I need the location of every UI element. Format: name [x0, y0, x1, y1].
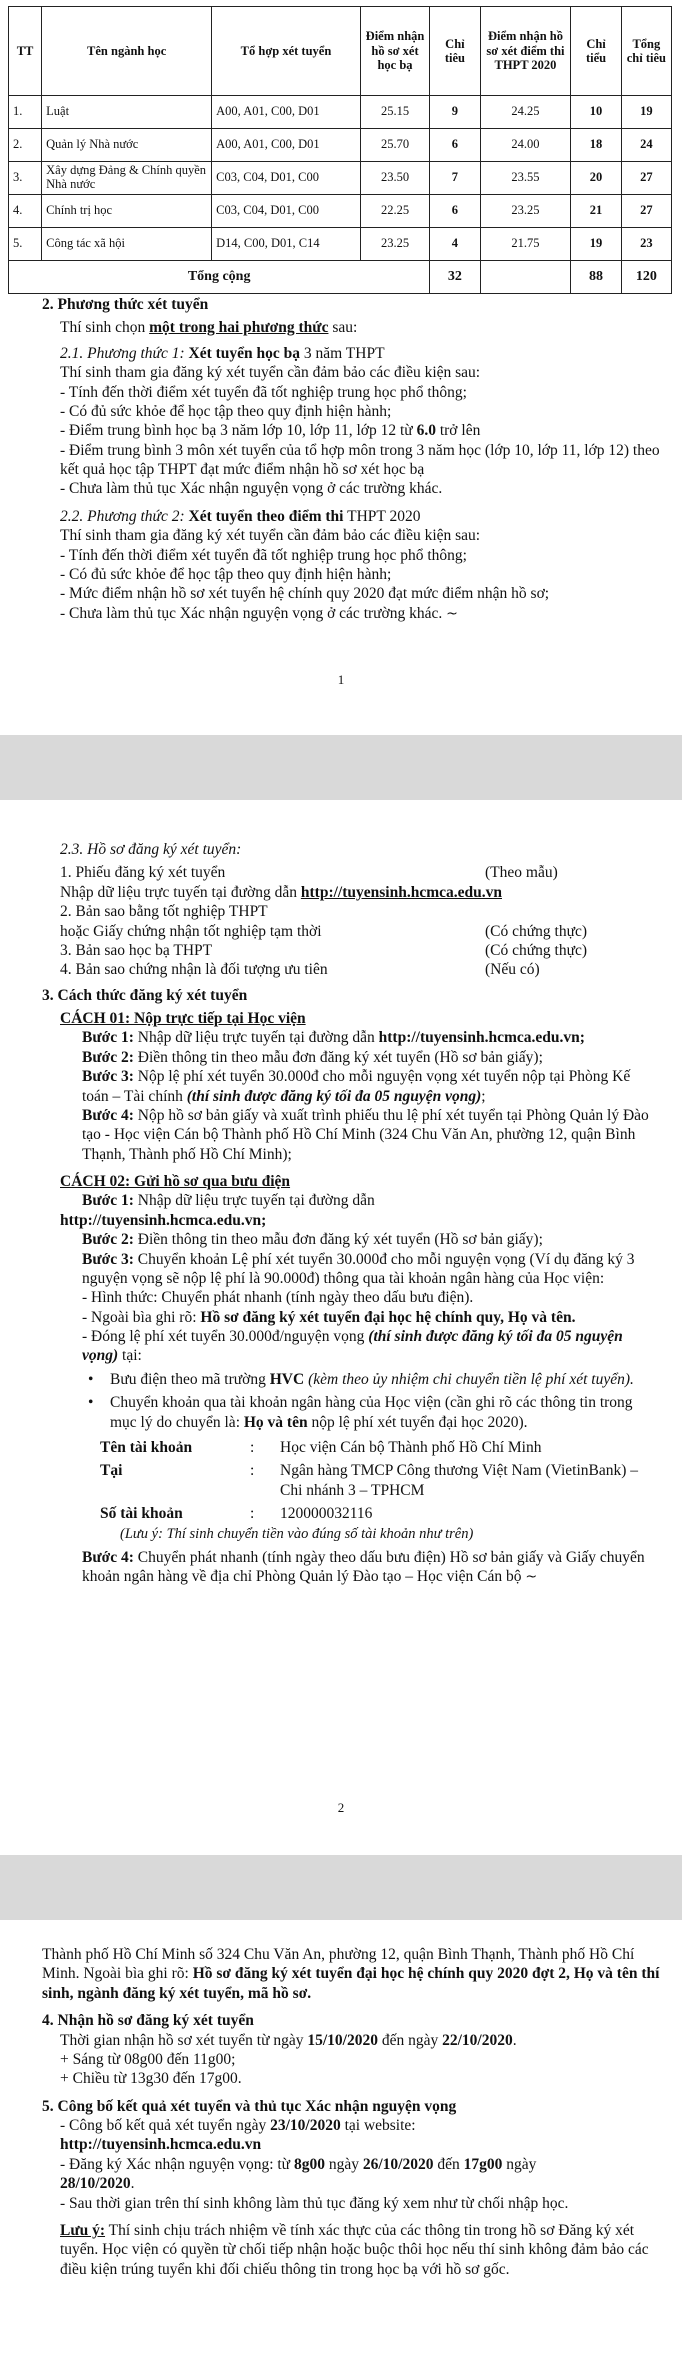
- table-cell: 24.00: [480, 129, 571, 162]
- table-cell: 19: [621, 96, 671, 129]
- text: tại:: [118, 1347, 142, 1365]
- text: Thời gian nhận hồ sơ xét tuyển từ ngày: [60, 2031, 308, 2049]
- table-header: Chỉ tiêu: [430, 7, 480, 96]
- table-cell: 24: [621, 129, 671, 162]
- table-row: [9, 228, 672, 261]
- bullet-icon: •: [88, 1394, 94, 1412]
- link[interactable]: http://tuyensinh.hcmca.edu.vn;: [60, 1211, 267, 1229]
- text: 3 năm THPT: [300, 344, 385, 362]
- page-2: [0, 800, 682, 1855]
- text: Họ và tên: [243, 1413, 308, 1431]
- table-cell: 6: [430, 129, 480, 162]
- text: - Chưa làm thủ tục Xác nhận nguyện vọng ở các trường khác.: [60, 604, 443, 622]
- text: .: [512, 2031, 517, 2049]
- text: Bước 1:: [82, 1029, 138, 1047]
- text: Nộp hồ sơ bản giấy và xuất trình phiếu thu lệ phí xét tuyển tại Phòng Quản lý Đào tạo - Học viện Cán bộ Thành phố Hồ Chí Minh (324 Chu Văn An, phường 12, quận Bình Thạnh, Thành phố Hồ Chí Minh);: [82, 1106, 649, 1163]
- text: (Theo mẫu): [485, 864, 558, 882]
- text: (Có chứng thực): [485, 922, 588, 940]
- text: Bước 3:: [82, 1068, 138, 1086]
- table-header: Chỉ tiểu: [571, 7, 621, 96]
- text: + Chiều từ 13g30 đến 17g00.: [60, 2070, 242, 2088]
- account-note: (Lưu ý: Thí sinh chuyển tiền vào đúng số tài khoản như trên): [120, 1526, 474, 1543]
- text: - Điểm trung bình học bạ 3 năm lớp 10, lớp 11, lớp 12 từ: [60, 422, 417, 440]
- table-header: Tổng chỉ tiêu: [621, 7, 671, 96]
- text: (thí sinh được đăng ký tối đa 05 nguyện vọng): [186, 1087, 482, 1105]
- text: Bước 3:: [82, 1250, 138, 1268]
- text: 15/10/2020: [307, 2031, 378, 2049]
- text: (Nếu có): [485, 961, 540, 979]
- text: 28/10/2020: [60, 2175, 131, 2193]
- section-heading: 2. Phương thức xét tuyển: [42, 296, 209, 313]
- table-total-row: [9, 261, 672, 294]
- account-number-row: [100, 1504, 660, 1523]
- table-cell: 23.50: [360, 162, 430, 195]
- text: 22/10/2020: [442, 2031, 513, 2049]
- text: Bước 1:: [82, 1192, 138, 1210]
- table-cell: 4.: [9, 195, 42, 228]
- table-cell: C03, C04, D01, C00: [212, 195, 361, 228]
- table-cell: A00, A01, C00, D01: [212, 129, 361, 162]
- text: 6.0: [416, 422, 436, 440]
- table-row: [9, 129, 672, 162]
- text: đến: [433, 2155, 464, 2173]
- text: :: [250, 1462, 255, 1480]
- table-cell: 21: [571, 195, 621, 228]
- link[interactable]: http://tuyensinh.hcmca.edu.vn;: [378, 1029, 585, 1047]
- text: hoặc Giấy chứng nhận tốt nghiệp tạm thời: [60, 922, 322, 940]
- value: Học viện Cán bộ Thành phố Hồ Chí Minh: [280, 1438, 542, 1456]
- section-admission-methods: [42, 295, 660, 623]
- table-cell: 23: [621, 228, 671, 261]
- table-cell: 23.55: [480, 162, 571, 195]
- text: Lưu ý:: [60, 2221, 106, 2239]
- text: .: [130, 2175, 135, 2193]
- table-cell: 23.25: [360, 228, 430, 261]
- text: Bước 2:: [82, 1048, 138, 1066]
- text: THPT 2020: [343, 507, 421, 525]
- text: 2. Bản sao bằng tốt nghiệp THPT: [60, 903, 268, 921]
- text: - Ngoài bìa ghi rõ:: [82, 1308, 201, 1326]
- table-cell: 19: [571, 228, 621, 261]
- page-3: [0, 1920, 682, 2357]
- link[interactable]: http://tuyensinh.hcmca.edu.vn: [60, 2136, 262, 2154]
- text: một trong hai phương thức: [149, 319, 329, 337]
- text: sau:: [328, 319, 358, 337]
- link[interactable]: http://tuyensinh.hcmca.edu.vn: [300, 883, 502, 901]
- label: Tại: [100, 1462, 123, 1480]
- table-cell: 25.15: [360, 96, 430, 129]
- text: trở lên: [435, 422, 481, 440]
- text: Bước 2:: [82, 1231, 138, 1249]
- text: - Điểm trung bình 3 môn xét tuyển của tổ hợp môn trong 3 năm học (lớp 10, lớp 11, lớp 12) theo kết quả học tập THPT đạt mức điểm nhận hồ sơ xét học bạ: [60, 441, 660, 478]
- text: Thí sinh tham gia đăng ký xét tuyển cần đảm bảo các điều kiện sau:: [60, 364, 481, 382]
- table-cell: Công tác xã hội: [42, 228, 212, 261]
- signature-icon: ~: [446, 605, 458, 622]
- text: :: [250, 1438, 255, 1456]
- table-cell: 9: [430, 96, 480, 129]
- section-heading: 3. Cách thức đăng ký xét tuyển: [42, 986, 248, 1004]
- table-header: Tên ngành học: [42, 7, 212, 96]
- table-header: Điểm nhận hồ sơ xét điểm thi THPT 2020: [480, 7, 571, 96]
- total-all: 120: [621, 261, 671, 294]
- text: Hồ sơ đăng ký xét tuyển đại học hệ chính quy 2020 đợt 2, Họ và tên thí sinh, ngành đăng ký xét tuyển, mã hồ sơ.: [42, 1965, 660, 2002]
- list-item: [60, 1393, 660, 1432]
- text: Xét tuyển theo điểm thi: [188, 507, 344, 525]
- table-cell: 21.75: [480, 228, 571, 261]
- text: Nộp lệ phí xét tuyển 30.000đ cho mỗi nguyện vọng xét tuyển nộp tại Phòng Kế toán – Tài chính: [82, 1068, 631, 1105]
- table-cell: 7: [430, 162, 480, 195]
- table-cell: 23.25: [480, 195, 571, 228]
- text: 8g00: [293, 2155, 325, 2173]
- table-row: [9, 96, 672, 129]
- section-deadlines: [42, 1945, 660, 2279]
- table-cell: 22.25: [360, 195, 430, 228]
- admission-quota-table: [8, 6, 672, 294]
- text: - Sau thời gian trên thí sinh không làm thủ tục đăng ký xem như từ chối nhập học.: [60, 2194, 569, 2212]
- text: - Có đủ sức khỏe để học tập theo quy định hiện hành;: [60, 565, 392, 583]
- table-cell: 6: [430, 195, 480, 228]
- text: 1. Phiếu đăng ký xét tuyển: [60, 864, 226, 882]
- text: - Chưa làm thủ tục Xác nhận nguyện vọng ở các trường khác.: [60, 480, 443, 498]
- text: - Công bố kết quả xét tuyển ngày: [60, 2117, 271, 2134]
- text: Bưu điện theo mã trường: [110, 1370, 270, 1388]
- text: nộp lệ phí xét tuyển đại học 2020).: [307, 1413, 528, 1431]
- text: - Tính đến thời điểm xét tuyển đã tốt nghiệp trung học phổ thông;: [60, 383, 467, 401]
- table-cell: 24.25: [480, 96, 571, 129]
- signature-icon: ~: [525, 1568, 538, 1585]
- text: ngày: [502, 2155, 537, 2173]
- text: (thí sinh được đăng ký tối đa 05 nguyện vọng): [82, 1328, 623, 1365]
- text: - Đăng ký Xác nhận nguyện vọng: từ: [60, 2155, 294, 2173]
- text: Nhập dữ liệu trực tuyến tại đường dẫn: [60, 883, 301, 901]
- text: 4. Bản sao chứng nhận là đối tượng ưu tiên: [60, 961, 328, 979]
- table-cell: 27: [621, 162, 671, 195]
- text: Chuyển khoản Lệ phí xét tuyển 30.000đ cho mỗi nguyện vọng (Ví dụ đăng ký 3 nguyện vọng sẽ nộp lệ phí là 90.000đ) thông qua tài khoản ngân hàng của Học viện:: [82, 1250, 635, 1287]
- table-cell: 4: [430, 228, 480, 261]
- table-cell: 18: [571, 129, 621, 162]
- total-thpt: 88: [571, 261, 621, 294]
- text: 3. Bản sao học bạ THPT: [60, 941, 213, 959]
- page-number: 2: [337, 1800, 345, 1815]
- list-item: [60, 1370, 660, 1389]
- table-cell: 3.: [9, 162, 42, 195]
- text: - Đóng lệ phí xét tuyển 30.000đ/nguyện vọng: [82, 1328, 369, 1345]
- table-header-row: [9, 7, 672, 96]
- label: Tên tài khoản: [100, 1438, 193, 1456]
- account-bank-row: [100, 1461, 660, 1500]
- subsection-heading: CÁCH 01: Nộp trực tiếp tại Học viện: [60, 1010, 306, 1027]
- text: Bước 4:: [82, 1106, 138, 1124]
- text: Thí sinh chịu trách nhiệm về tính xác thực của các thông tin trong hồ sơ Đăng ký xét tuyển. Học viện có quyền từ chối tiếp nhận hoặc buộc thôi học nếu thí sinh không đảm bảo các điều kiện trúng tuyển khi đối chiếu thông tin trong học bạ với hồ sơ gốc.: [60, 2221, 649, 2278]
- table-cell: 10: [571, 96, 621, 129]
- text: ;: [481, 1087, 486, 1105]
- text: Thành phố Hồ Chí Minh số 324 Chu Văn An, phường 12, quận Bình Thạnh, Thành phố Hồ Chí Minh. Ngoài bìa ghi rõ:: [42, 1946, 635, 1983]
- table-cell: Chính trị học: [42, 195, 212, 228]
- text: - Mức điểm nhận hồ sơ xét tuyển hệ chính quy 2020 đạt mức điểm nhận hồ sơ;: [60, 585, 550, 603]
- text: HVC: [269, 1370, 305, 1388]
- value: 120000032116: [280, 1505, 373, 1522]
- table-cell: 1.: [9, 96, 42, 129]
- text: - Tính đến thời điểm xét tuyển đã tốt nghiệp trung học phổ thông;: [60, 546, 467, 564]
- section-registration: [42, 840, 660, 1586]
- text: 26/10/2020: [362, 2155, 434, 2173]
- subsection-heading: CÁCH 02: Gửi hồ sơ qua bưu điện: [60, 1173, 291, 1190]
- text: đến ngày: [377, 2031, 443, 2049]
- text: Thí sinh tham gia đăng ký xét tuyển cần đảm bảo các điều kiện sau:: [60, 527, 481, 545]
- text: tại website:: [340, 2117, 416, 2134]
- text: ngày: [324, 2155, 363, 2173]
- bullet-icon: •: [88, 1370, 94, 1388]
- text: Xét tuyển học bạ: [188, 344, 301, 362]
- table-cell: Quản lý Nhà nước: [42, 129, 212, 162]
- value: Ngân hàng TMCP Công thương Việt Nam (VietinBank) – Chi nhánh 3 – TPHCM: [280, 1462, 639, 1499]
- table-cell: 27: [621, 195, 671, 228]
- text: 23/10/2020: [270, 2117, 341, 2134]
- account-name-row: [100, 1438, 660, 1457]
- page-number: 1: [337, 672, 345, 687]
- text: Nhập dữ liệu trực tuyến tại đường dẫn: [137, 1192, 375, 1210]
- text: Điền thông tin theo mẫu đơn đăng ký xét tuyển (Hồ sơ bản giấy);: [137, 1048, 543, 1066]
- section-heading: 2.3. Hồ sơ đăng ký xét tuyển:: [60, 841, 242, 858]
- text: 2.1. Phương thức 1:: [60, 344, 189, 362]
- text: 2.2. Phương thức 2:: [60, 507, 189, 525]
- section-heading: 5. Công bố kết quả xét tuyển và thủ tục Xác nhận nguyện vọng: [42, 2097, 457, 2115]
- table-cell: A00, A01, C00, D01: [212, 96, 361, 129]
- total-label: Tổng cộng: [9, 261, 430, 294]
- page-separator: [0, 735, 682, 800]
- text: (Có chứng thực): [485, 941, 588, 959]
- label: Số tài khoản: [100, 1505, 183, 1522]
- page-1: [0, 0, 682, 735]
- text: Thí sinh chọn: [60, 319, 150, 337]
- text: - Hình thức: Chuyển phát nhanh (tính ngày theo dấu bưu điện).: [82, 1289, 474, 1307]
- table-cell: Xây dựng Đảng & Chính quyền Nhà nước: [42, 162, 212, 195]
- text: 17g00: [463, 2155, 503, 2173]
- section-heading: 4. Nhận hồ sơ đăng ký xét tuyển: [42, 2012, 254, 2030]
- table-cell: C03, C04, D01, C00: [212, 162, 361, 195]
- text: Chuyển khoản qua tài khoản ngân hàng của Học viện (cần ghi rõ các thông tin trong mục lý do chuyển là:: [110, 1394, 633, 1431]
- text: + Sáng từ 08g00 đến 11g00;: [60, 2050, 236, 2068]
- text: Bước 4:: [82, 1548, 138, 1566]
- table-header: Tổ hợp xét tuyển: [212, 7, 361, 96]
- table-row: [9, 162, 672, 195]
- text: Nhập dữ liệu trực tuyến tại đường dẫn: [137, 1029, 379, 1047]
- text: (kèm theo ủy nhiệm chi chuyển tiền lệ phí xét tuyển).: [304, 1370, 634, 1388]
- table-cell: 20: [571, 162, 621, 195]
- text: Chuyển phát nhanh (tính ngày theo dấu bưu điện) Hồ sơ bản giấy và Giấy chuyển khoản ngân hàng về địa chỉ Phòng Quản lý Đào tạo – Học viện Cán bộ: [82, 1548, 645, 1585]
- table-cell: D14, C00, D01, C14: [212, 228, 361, 261]
- table-row: [9, 195, 672, 228]
- text: Hồ sơ đăng ký xét tuyển đại học hệ chính quy, Họ và tên.: [200, 1308, 576, 1326]
- text: :: [250, 1505, 255, 1522]
- table-cell: 5.: [9, 228, 42, 261]
- page-separator: [0, 1855, 682, 1920]
- total-hocba: 32: [430, 261, 480, 294]
- table-cell: 25.70: [360, 129, 430, 162]
- text: - Có đủ sức khỏe để học tập theo quy định hiện hành;: [60, 402, 392, 420]
- table-cell: Luật: [42, 96, 212, 129]
- table-header: TT: [9, 7, 42, 96]
- text: Điền thông tin theo mẫu đơn đăng ký xét tuyển (Hồ sơ bản giấy);: [137, 1231, 543, 1249]
- table-header: Điểm nhận hồ sơ xét học bạ: [360, 7, 430, 96]
- total-empty: [480, 261, 571, 294]
- table-cell: 2.: [9, 129, 42, 162]
